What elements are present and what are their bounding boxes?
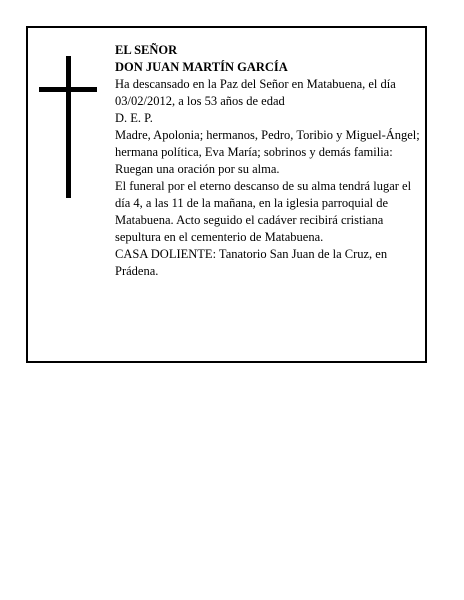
obituary-card (26, 26, 427, 363)
family-list: Madre, Apolonia; hermanos, Pedro, Toribio y Miguel-Ángel; hermana política, Eva María; sobrinos y demás familia: (115, 128, 420, 159)
mourning-house: CASA DOLIENTE: Tanatorio San Juan de la Cruz, en Prádena. (115, 247, 388, 278)
death-info: Ha descansado en la Paz del Señor en Matabuena, el día 03/02/2012, a los 53 años de edad (115, 77, 396, 108)
cross-horizontal-bar (39, 87, 97, 92)
honorific-title: EL SEÑOR (115, 43, 178, 57)
funeral-details: El funeral por el eterno descanso de su alma tendrá lugar el día 4, a las 11 de la mañana, en la iglesia parroquial de Matabuena. Acto seguido el cadáver recibirá cristiana sepultura en el cementerio de Matabuena. (115, 179, 412, 244)
dep-text: D. E. P. (115, 111, 153, 125)
obituary-text (115, 42, 423, 280)
deceased-name: DON JUAN MARTÍN GARCÍA (115, 60, 288, 74)
cross-icon (39, 56, 97, 198)
cross-vertical-bar (66, 56, 71, 198)
prayer-request: Ruegan una oración por su alma. (115, 162, 280, 176)
